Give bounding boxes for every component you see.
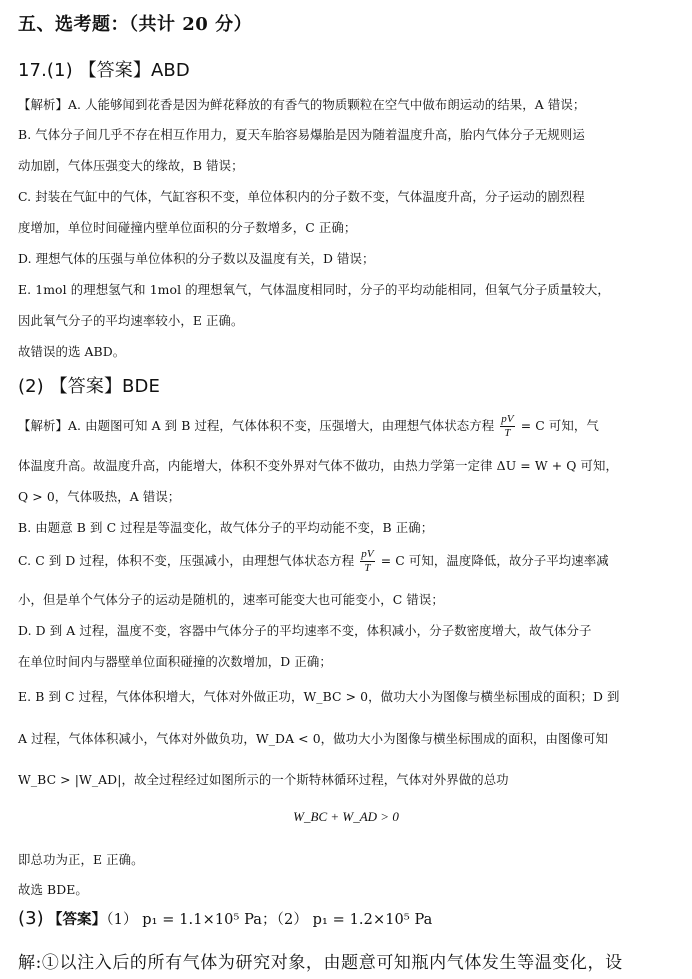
q17-part1-answer: ABD — [150, 60, 190, 81]
q17-part2-line-13: 故选 BDE。 — [18, 882, 88, 897]
q17-part2-line-5-text-a: C. C 到 D 过程，体积不变，压强减小，由理想气体状态方程 — [18, 553, 355, 568]
fraction-denominator: T — [364, 562, 371, 574]
ideal-gas-fraction — [360, 549, 374, 574]
q17-part2-answer: BDE — [122, 376, 160, 397]
q17-part2-line-2: 体温度升高。故温度升高，内能增大，体积不变外界对气体不做功，由热力学第一定律 ΔU = W + Q 可知， — [18, 458, 618, 473]
q17-part1-line-9: 故错误的选 ABD。 — [18, 344, 126, 359]
q17-part2-label: (2) — [18, 376, 44, 397]
q17-part3-answer-heading — [18, 908, 432, 929]
q17-part2-line-11: W_BC > |W_AD|，故全过程经过如图所示的一个斯特林循环过程，气体对外界做的总功 — [18, 772, 509, 787]
q17-part2-line-5 — [18, 549, 609, 574]
q17-part2-line-5-text-b: = C 可知，温度降低，故分子平均速率减 — [380, 553, 609, 568]
q17-part1-label: 17.(1) — [18, 60, 73, 81]
q17-part2-line-4: B. 由题意 B 到 C 过程是等温变化，故气体分子的平均动能不变，B 正确； — [18, 520, 434, 535]
q17-part1-line-7: E. 1mol 的理想氢气和 1mol 的理想氧气，气体温度相同时，分子的平均动能相同，但氧气分子质量较大， — [18, 282, 610, 297]
answer-bracket: 【答案】 — [78, 60, 151, 81]
q17-part2-line-12: 即总功为正，E 正确。 — [18, 852, 144, 867]
q17-part2-line-10: A 过程，气体体积减小，气体对外做负功，W_DA < 0，做功大小为图像与横坐标围成的面积，由图像可知 — [18, 731, 608, 746]
q17-part2-line-9: E. B 到 C 过程，气体体积增大，气体对外做正功，W_BC > 0，做功大小为图像与横坐标围成的面积；D 到 — [18, 689, 620, 704]
fraction-denominator: T — [504, 427, 511, 439]
q17-part2-line-1-text-b: = C 可知，气 — [520, 418, 599, 433]
q17-part2-line-1-text-a: 【解析】A. 由题图可知 A 到 B 过程，气体体积不变，压强增大，由理想气体状态方程 — [18, 418, 495, 433]
q17-part2-line-1 — [18, 414, 599, 439]
q17-part1-line-3: 动加剧，气体压强变大的缘故，B 错误； — [18, 158, 244, 173]
total-work-equation: W_BC + W_AD > 0 — [293, 809, 399, 824]
q17-part1-line-6: D. 理想气体的压强与单位体积的分子数以及温度有关，D 错误； — [18, 251, 375, 266]
answer-bracket: 【答案】 — [49, 376, 123, 397]
q17-part3-label: (3) — [18, 908, 44, 929]
q17-part1-line-2: B. 气体分子间几乎不存在相互作用力，夏天车胎容易爆胎是因为随着温度升高，胎内气体分子无规则运 — [18, 127, 585, 142]
q17-part3-solution: 解:①以注入后的所有气体为研究对象，由题意可知瓶内气体发生等温变化，设 — [18, 953, 623, 973]
fraction-numerator: pV — [361, 548, 374, 560]
q17-part2-line-6: 小，但是单个气体分子的运动是随机的，速率可能变大也可能变小，C 错误； — [18, 592, 444, 607]
q17-part2-line-3: Q > 0，气体吸热，A 错误； — [18, 489, 181, 504]
q17-part3-answer: （1） p₁ = 1.1×10⁵ Pa；（2） p₁ = 1.2×10⁵ Pa — [106, 912, 433, 928]
answer-bracket: 【答案】 — [47, 911, 107, 928]
ideal-gas-fraction — [500, 414, 514, 439]
q17-part1-line-8: 因此氧气分子的平均速率较小，E 正确。 — [18, 313, 244, 328]
q17-part2-answer-heading — [18, 372, 160, 398]
q17-part2-line-8: 在单位时间内与器壁单位面积碰撞的次数增加，D 正确； — [18, 654, 332, 669]
fraction-numerator: pV — [501, 413, 514, 425]
q17-part2-line-7: D. D 到 A 过程，温度不变，容器中气体分子的平均速率不变，体积减小，分子数密度增大，故气体分子 — [18, 623, 592, 638]
q17-part1-answer-heading — [18, 56, 190, 82]
section-title: 五、选考题：（共计 20 分） — [18, 14, 253, 35]
q17-part1-line-1: 【解析】A. 人能够闻到花香是因为鲜花释放的有香气的物质颗粒在空气中做布朗运动的结果，A 错误； — [18, 97, 586, 112]
q17-part1-line-5: 度增加，单位时间碰撞内壁单位面积的分子数增多，C 正确； — [18, 220, 357, 235]
q17-part1-line-4: C. 封装在气缸中的气体，气缸容积不变，单位体积内的分子数不变，气体温度升高，分子运动的剧烈程 — [18, 189, 585, 204]
